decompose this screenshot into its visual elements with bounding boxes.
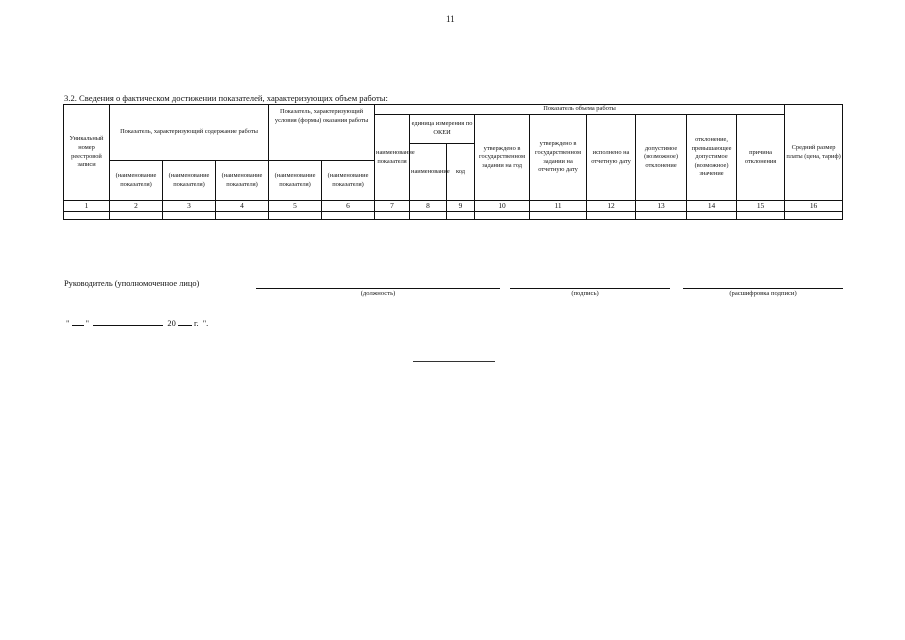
column-number: 11: [530, 201, 587, 212]
column-number-row: [64, 201, 843, 212]
signature-caption: (подпись): [571, 290, 599, 297]
column-number: 1: [64, 201, 110, 212]
header-content-sub-2: (наименование показателя): [163, 161, 216, 201]
header-deviation-reason: причина отклонения: [737, 115, 785, 201]
header-avg-fee: Средний размер платы (цена, тариф): [785, 105, 843, 201]
empty-cell[interactable]: [110, 211, 163, 219]
header-conditions-sub-2: (наименование показателя): [322, 161, 375, 201]
year-suffix: г.: [193, 319, 199, 328]
empty-cell[interactable]: [587, 211, 636, 219]
empty-cell[interactable]: [375, 211, 410, 219]
empty-cell[interactable]: [163, 211, 216, 219]
year-prefix: 20: [167, 319, 176, 328]
date-open-quote: ": [66, 319, 70, 328]
column-number: 12: [587, 201, 636, 212]
empty-cell[interactable]: [475, 211, 530, 219]
column-number: 7: [375, 201, 410, 212]
empty-cell[interactable]: [687, 211, 737, 219]
section-title: 3.2. Сведения о фактическом достижении показателей, характеризующих объем работы:: [64, 93, 388, 103]
end-separator-line: [413, 361, 495, 362]
header-unique-number: Уникальный номер реестровой записи: [64, 105, 110, 201]
signatory-label: Руководитель (уполномоченное лицо): [64, 279, 200, 288]
column-number: 4: [216, 201, 269, 212]
column-number: 8: [410, 201, 447, 212]
column-number: 3: [163, 201, 216, 212]
column-number: 16: [785, 201, 843, 212]
empty-cell[interactable]: [269, 211, 322, 219]
position-line[interactable]: [256, 288, 500, 289]
work-volume-table: [63, 104, 843, 220]
header-approved-year: утверждено в государственном задании на год: [475, 115, 530, 201]
date-mid-quote: ": [85, 319, 90, 328]
column-number: 2: [110, 201, 163, 212]
empty-cell[interactable]: [322, 211, 375, 219]
decoding-caption: (расшифровка подписи): [729, 290, 797, 297]
header-content-indicator: Показатель, характеризующий содержание работы: [110, 105, 269, 161]
header-approved-date: утверждено в государственном задании на отчетную дату: [530, 115, 587, 201]
header-conditions-indicator: Показатель, характеризующий условия (формы) оказания работы: [269, 105, 375, 161]
header-unit-name: наименование: [410, 144, 447, 201]
header-unit-okei: единица измерения по ОКЕИ: [410, 115, 475, 144]
empty-data-row: [64, 211, 843, 219]
header-allowed-deviation: допустимое (возможное) отклонение: [636, 115, 687, 201]
day-blank[interactable]: [72, 317, 84, 326]
date-line: [66, 317, 208, 328]
header-conditions-sub-1: (наименование показателя): [269, 161, 322, 201]
column-number: 15: [737, 201, 785, 212]
header-content-sub-3: (наименование показателя): [216, 161, 269, 201]
empty-cell[interactable]: [447, 211, 475, 219]
empty-cell[interactable]: [216, 211, 269, 219]
header-exceeding-deviation: отклонение, превышающее допустимое (возможное) значение: [687, 115, 737, 201]
month-blank[interactable]: [93, 317, 163, 326]
empty-cell[interactable]: [636, 211, 687, 219]
signature-line[interactable]: [510, 288, 670, 289]
column-number: 6: [322, 201, 375, 212]
column-number: 9: [447, 201, 475, 212]
decoding-line[interactable]: [683, 288, 843, 289]
empty-cell[interactable]: [737, 211, 785, 219]
year-blank[interactable]: [178, 317, 192, 326]
column-number: 10: [475, 201, 530, 212]
header-indicator-name: наименование показателя: [375, 115, 410, 201]
position-caption: (должность): [360, 290, 396, 297]
header-volume-indicator: Показатель объема работы: [375, 105, 785, 115]
empty-cell[interactable]: [530, 211, 587, 219]
column-number: 13: [636, 201, 687, 212]
empty-cell[interactable]: [410, 211, 447, 219]
header-executed-date: исполнено на отчетную дату: [587, 115, 636, 201]
date-closing: ".: [202, 319, 209, 328]
header-content-sub-1: (наименование показателя): [110, 161, 163, 201]
empty-cell[interactable]: [785, 211, 843, 219]
empty-cell[interactable]: [64, 211, 110, 219]
page-number: 11: [446, 14, 455, 24]
header-unit-code: код: [447, 144, 475, 201]
column-number: 5: [269, 201, 322, 212]
column-number: 14: [687, 201, 737, 212]
